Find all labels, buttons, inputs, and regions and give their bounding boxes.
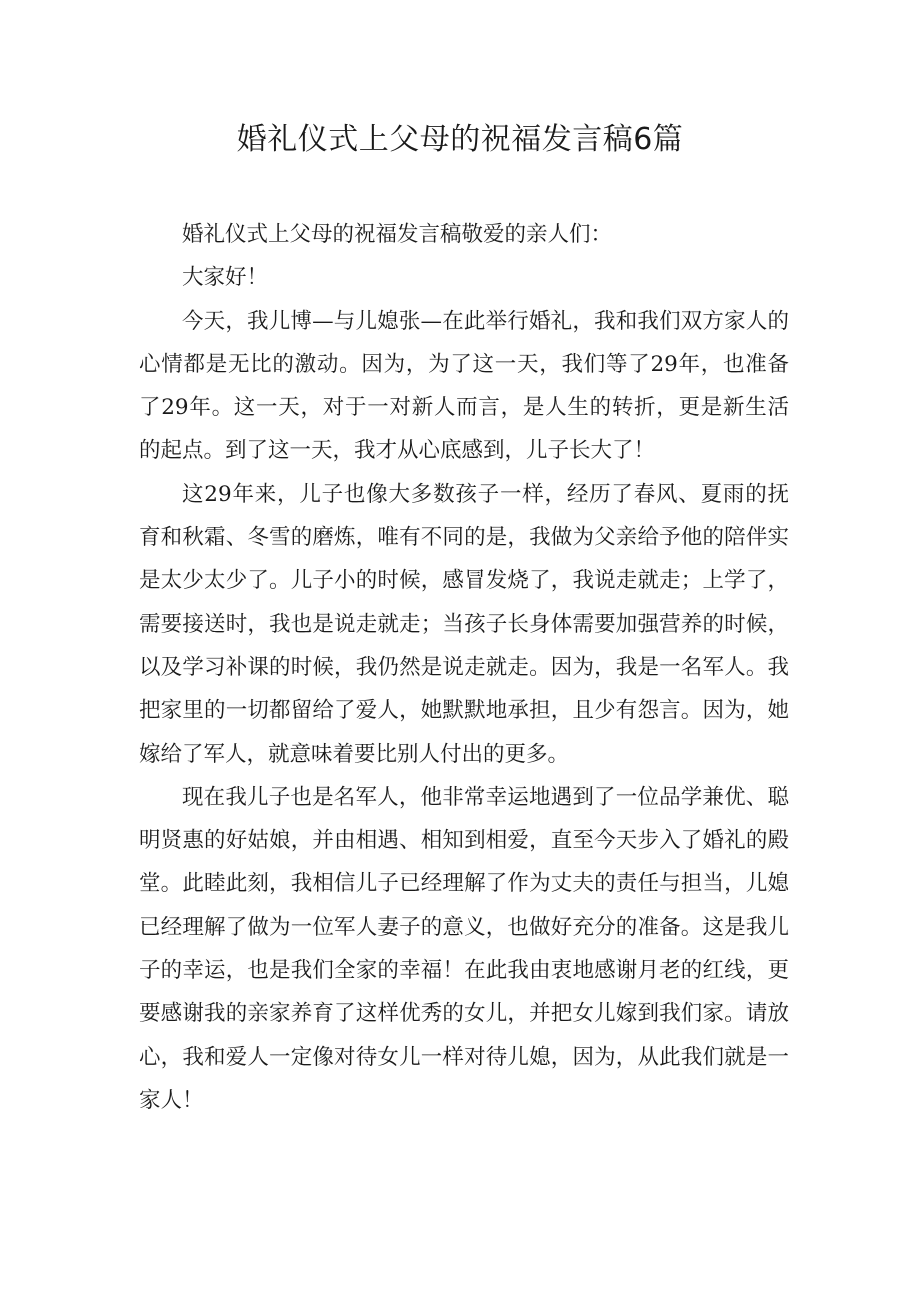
- paragraph-wedding-today: 今天，我儿博—与儿媳张—在此举行婚礼，我和我们双方家人的心情都是无比的激动。因为，为了这一天，我们等了29年，也准备了29年。这一天，对于一对新人而言，是人生的转折，更是新生活的起点。到了这一天，我才从心底感到，儿子长大了！: [139, 308, 789, 464]
- paragraph-greeting-line: 婚礼仪式上父母的祝福发言稿敬爱的亲人们：: [182, 222, 613, 247]
- document-body: [139, 213, 789, 1122]
- document-title: 婚礼仪式上父母的祝福发言稿6篇: [236, 122, 684, 157]
- paragraph-29-years: 这29年来，儿子也像大多数孩子一样，经历了春风、夏雨的抚育和秋霜、冬雪的磨炼，唯有不同的是，我做为父亲给予他的陪伴实是太少太少了。儿子小的时候，感冒发烧了，我说走就走；上学了，需要接送时，我也是说走就走；当孩子长身体需要加强营养的时候，以及学习补课的时候，我仍然是说走就走。因为，我是一名军人。我把家里的一切都留给了爱人，她默默地承担，且少有怨言。因为，她嫁给了军人，就意味着要比别人付出的更多。: [139, 481, 789, 767]
- paragraph-son-soldier: 现在我儿子也是名军人，他非常幸运地遇到了一位品学兼优、聪明贤惠的好姑娘，并由相遇、相知到相爱，直至今天步入了婚礼的殿堂。此睦此刻，我相信儿子已经理解了作为丈夫的责任与担当，儿媳已经理解了做为一位军人妻子的意义，也做好充分的准备。这是我儿子的幸运，也是我们全家的幸福！在此我由衷地感谢月老的红线，更要感谢我的亲家养育了这样优秀的女儿，并把女儿嫁到我们家。请放心，我和爱人一定像对待女儿一样对待儿媳，因为，从此我们就是一家人！: [139, 784, 789, 1113]
- paragraph-hello: 大家好！: [182, 265, 269, 291]
